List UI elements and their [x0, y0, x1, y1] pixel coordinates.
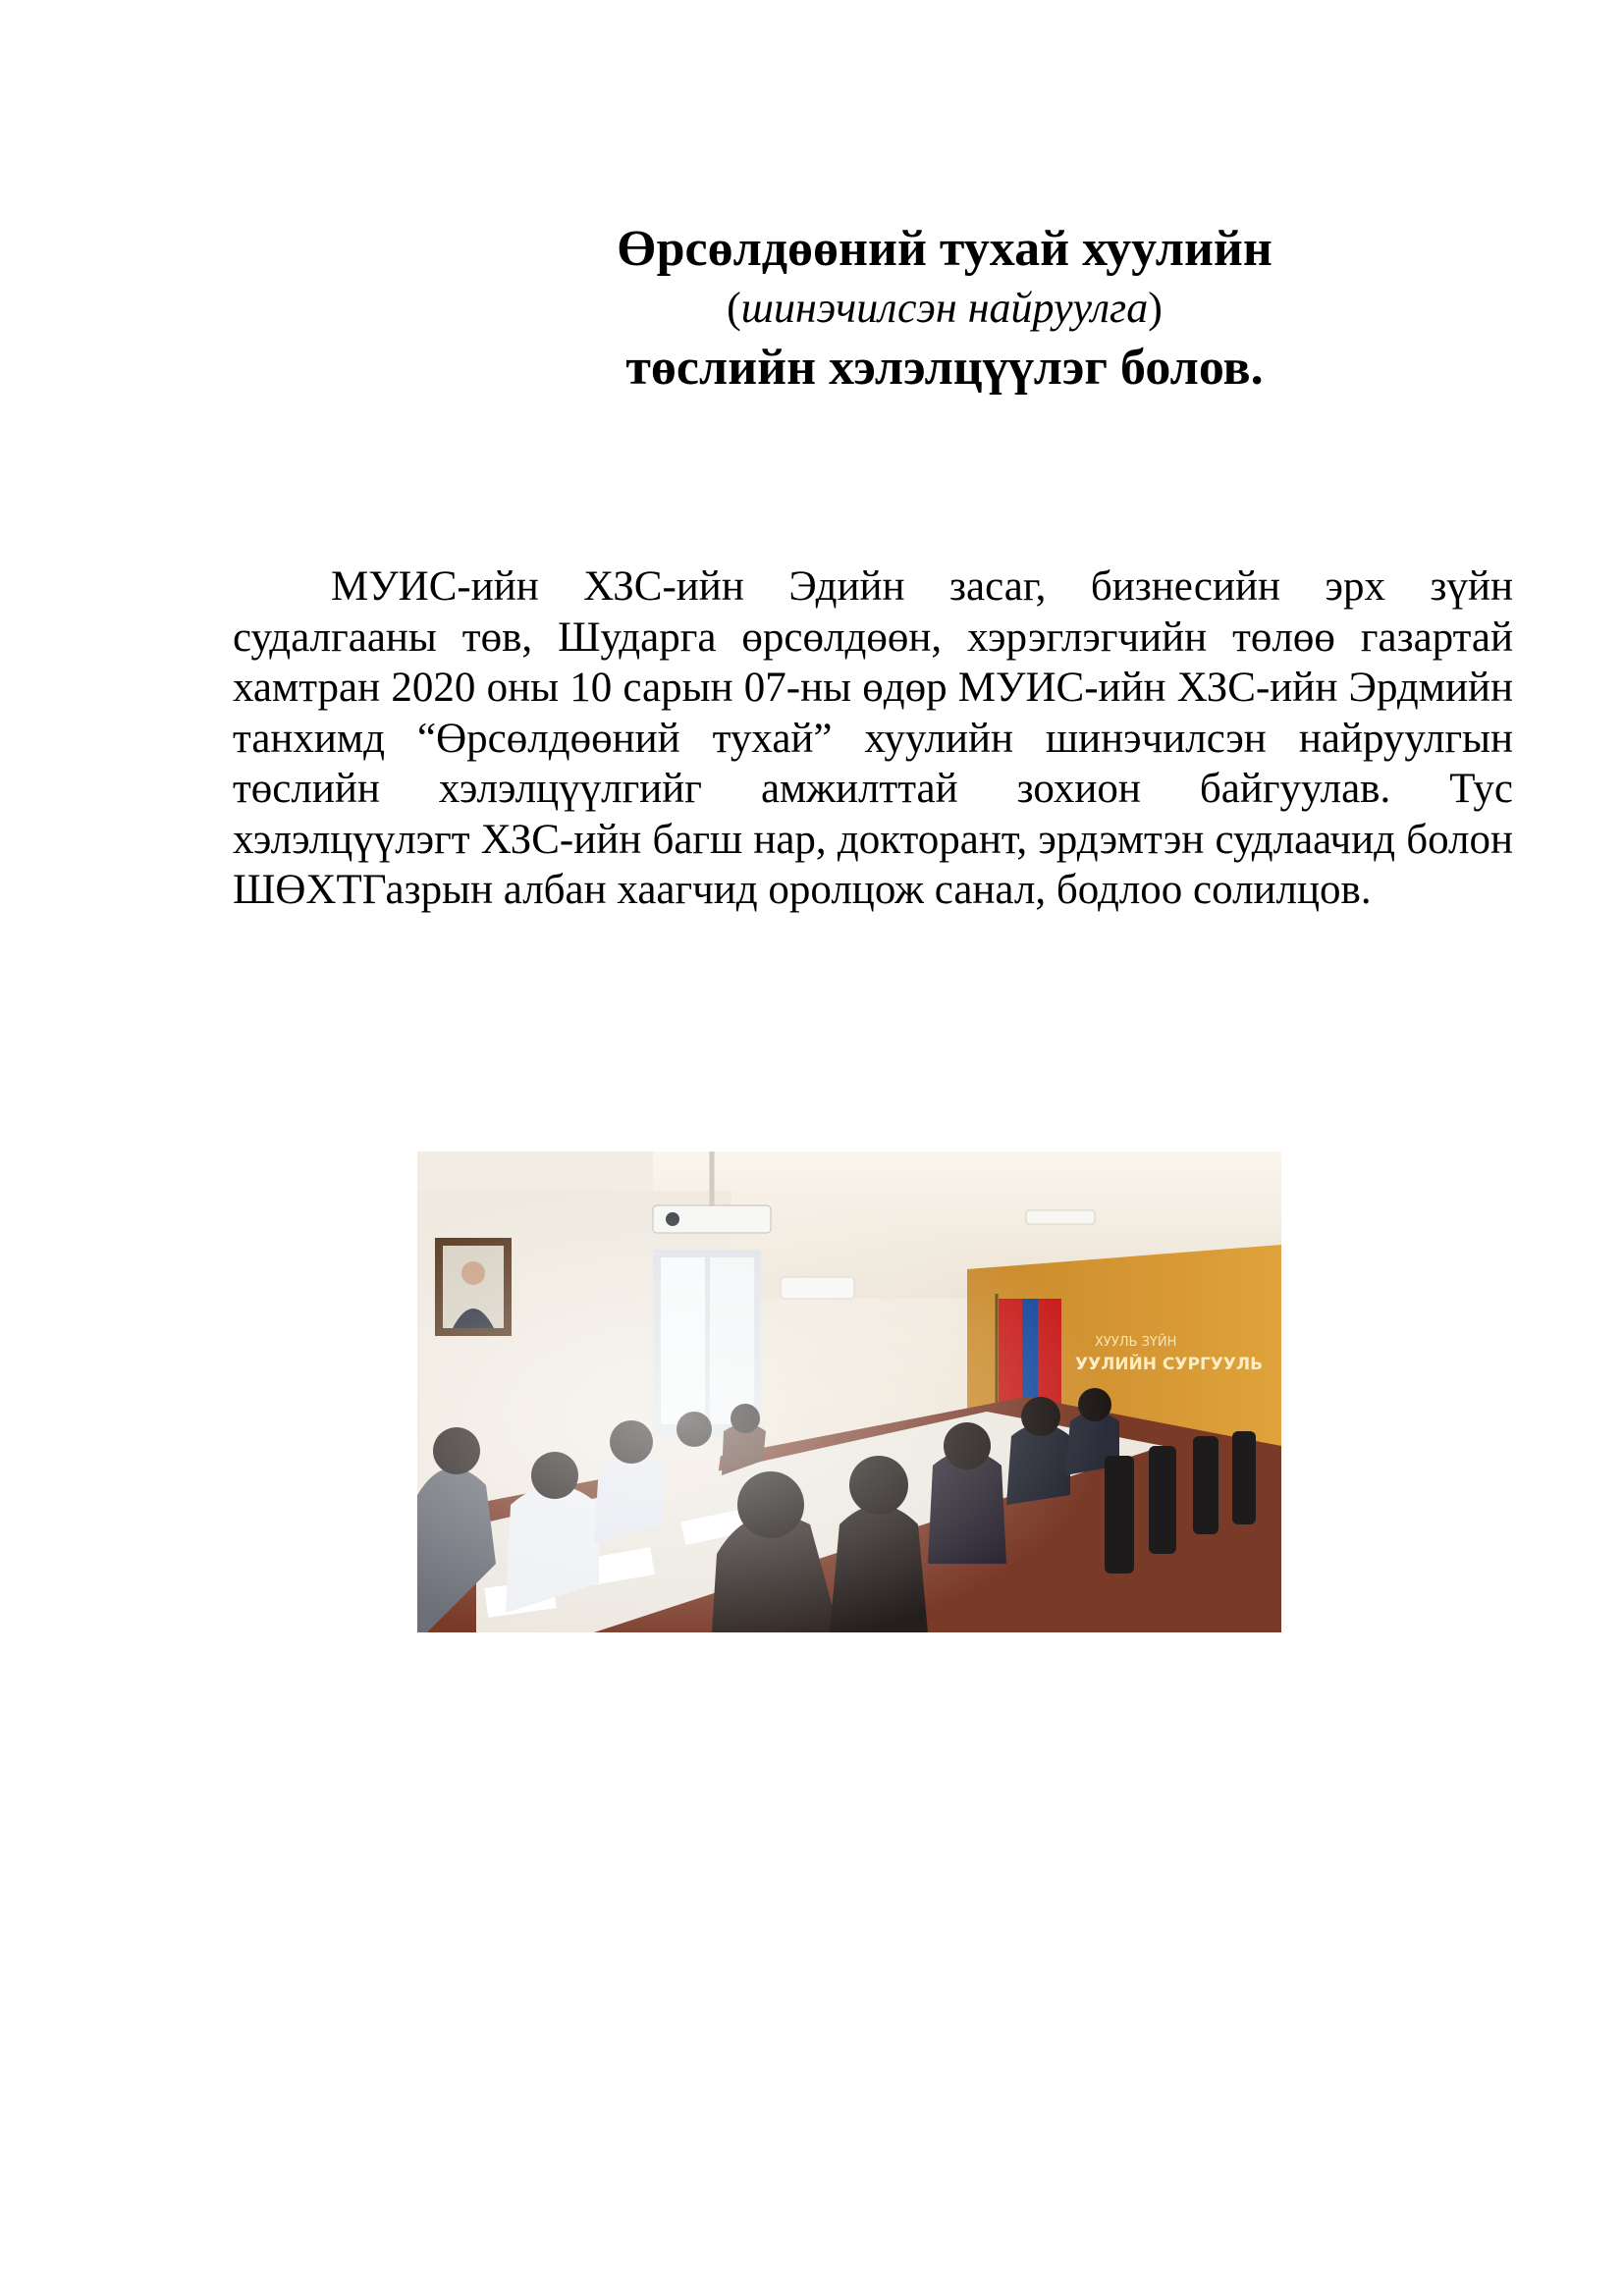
- title-subtitle-line: [265, 281, 1624, 336]
- paren-open: (: [727, 284, 741, 332]
- paren-close: ): [1148, 284, 1163, 332]
- article-body: МУИС-ийн ХЗС-ийн Эдийн засаг, бизнесийн эрх зүйн судалгааны төв, Шударга өрсөлдөөн, хэрэглэгчийн төлөө газартай хамтран 2020 оны 10 сарын 07-ны өдөр МУИС-ийн ХЗС-ийн Эрдмийн танхимд “Өрсөлдөөний тухай” хуулийн шинэчилсэн найруулгын төслийн хэлэлцүүлгийг амжилттай зохион байгуулав. Тус хэлэлцүүлэгт ХЗС-ийн багш нар, докторант, эрдэмтэн судлаачид болон ШӨХТГазрын албан хаагчид оролцож санал, бодлоо солилцов.: [233, 563, 1513, 913]
- title-subtitle: шинэчилсэн найруулга: [740, 284, 1149, 332]
- meeting-photo: [417, 1151, 1281, 1632]
- article-title: [0, 218, 1624, 400]
- title-line-3: төслийн хэлэлцүүлэг болов.: [625, 340, 1264, 396]
- title-line-1: Өрсөлдөөний тухай хуулийн: [617, 221, 1272, 277]
